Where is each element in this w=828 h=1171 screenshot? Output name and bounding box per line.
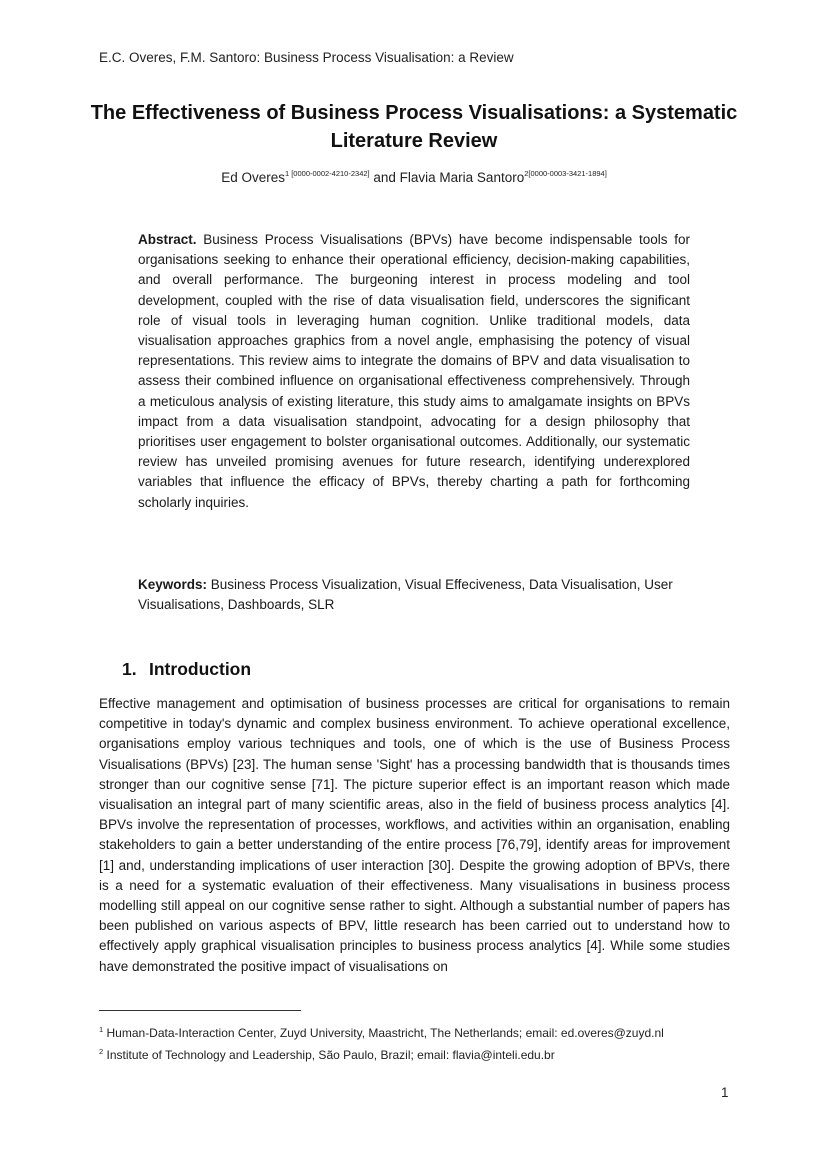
footnote-2-mark: 2: [99, 1046, 104, 1056]
page-number: 1: [721, 1085, 729, 1100]
footnote-1: [99, 1021, 699, 1043]
section-title: Introduction: [149, 659, 252, 679]
footnote-2: [99, 1043, 699, 1065]
abstract: [138, 230, 690, 513]
introduction-body: Effective management and optimisation of business processes are critical for organisations to remain competitive in today's dynamic and complex business environment. To achieve operational excellence, organisations employ various techniques and tools, one of which is the use of Business Process Visualisations (BPVs) [23]. The human sense 'Sight' has a processing bandwidth that is thousands times stronger than our cognitive sense [71]. The picture superior effect is an important reason which made visualisation an integral part of many scientific areas, also in the field of business process analytics [4]. BPVs involve the representation of processes, workflows, and activities within an organisation, enabling stakeholders to gain a better understanding of the entire process [76,79], identify areas for improvement [1] and, understanding implications of user interaction [30]. Despite the growing adoption of BPVs, there is a need for a systematic evaluation of their effectiveness. Many visualisations in business process modelling still appeal on our cognitive sense rather to sight. Although a substantial number of papers has been published on various aspects of BPV, little research has been carried out to understand how to effectively apply graphical visualisation principles to business process analytics [4]. While some studies have demonstrated the positive impact of visualisations on: [99, 696, 730, 974]
running-head: E.C. Overes, F.M. Santoro: Business Process Visualisation: a Review: [99, 50, 514, 65]
author-2-orcid: 2[0000-0003-3421-1894]: [524, 169, 607, 178]
author-connector: and: [369, 170, 400, 185]
keywords: [138, 575, 698, 615]
author-line: [0, 169, 828, 185]
section-number: 1.: [122, 659, 137, 679]
author-2-name: Flavia Maria Santoro: [399, 170, 525, 185]
footnote-divider: [99, 1010, 301, 1011]
footnote-1-text: Human-Data-Interaction Center, Zuyd University, Maastricht, The Netherlands; email: ed.overes@zuyd.nl: [103, 1026, 664, 1040]
footnote-2-text: Institute of Technology and Leadership, São Paulo, Brazil; email: flavia@inteli.edu.br: [103, 1047, 555, 1062]
paper-title: The Effectiveness of Business Process Visualisations: a Systematic Literature Review: [90, 102, 738, 152]
footnotes: [99, 1021, 699, 1064]
keywords-text: Business Process Visualization, Visual Effeciveness, Data Visualisation, User Visualisations, Dashboards, SLR: [138, 577, 673, 613]
abstract-text: Business Process Visualisations (BPVs) have become indispensable tools for organisations seeking to enhance their operational efficiency, decision-making capabilities, and overall performance. The burgeoning interest in process modeling and tool development, coupled with the rise of data visualisation field, underscores the significant role of visual tools in leveraging human cognition. Unlike traditional models, data visualisation approaches graphics from a novel angle, emphasising the potency of visual representations. This review aims to integrate the domains of BPV and data visualisation to assess their combined influence on organisational effectiveness comprehensively. Through a meticulous analysis of existing literature, this study aims to amalgamate insights on BPVs impact from a data visualisation standpoint, advocating for a design philosophy that prioritises user engagement to bolster organisational outcomes. Additionally, our systematic review has unveiled promising avenues for future research, identifying underexplored variables that influence the efficacy of BPVs, thereby charting a path for forthcoming scholarly inquiries.: [138, 232, 690, 510]
author-1-orcid: 1 [0000-0002-4210-2342]: [284, 169, 370, 178]
keywords-label: Keywords:: [138, 577, 208, 592]
footnote-1-mark: 1: [99, 1025, 104, 1034]
section-heading-introduction: [122, 659, 251, 680]
author-1-name: Ed Overes: [221, 170, 285, 185]
abstract-label: Abstract.: [138, 232, 197, 247]
